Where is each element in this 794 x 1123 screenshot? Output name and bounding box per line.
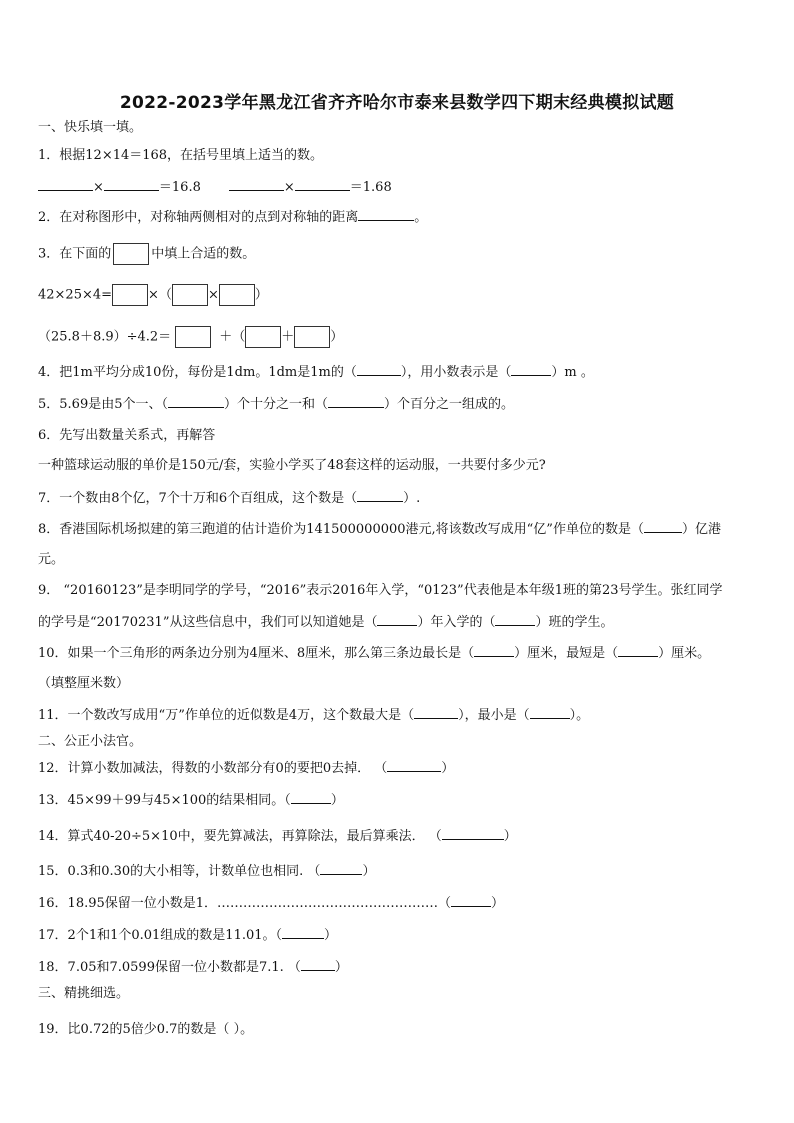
answer-blank[interactable] (358, 206, 414, 221)
answer-blank[interactable] (104, 176, 159, 191)
question-4: 4．把1m平均分成10份，每份是1dm。1dm是1m的（ ），用小数表示是（ ）m 。 (38, 362, 594, 383)
question-9: 9． “20160123”是李明同学的学号，“2016”表示2016年入学，“0123”代表他是本年级1班的第23号学生。张红同学 (38, 583, 723, 598)
answer-blank[interactable] (495, 612, 535, 626)
answer-blank[interactable] (414, 705, 458, 719)
page-title: 2022-2023学年黑龙江省齐齐哈尔市泰来县数学四下期末经典模拟试题 (119, 93, 675, 113)
question-3: 3．在下面的 中填上合适的数。 (38, 243, 255, 265)
answer-blank[interactable] (320, 861, 362, 875)
answer-blank[interactable] (442, 826, 504, 840)
question-5: 5．5.69是由5个一、（ ）个十分之一和（ ）个百分之一组成的。 (38, 394, 514, 415)
answer-box (113, 243, 149, 265)
answer-box[interactable] (294, 326, 330, 348)
answer-blank[interactable] (377, 612, 417, 626)
answer-blank[interactable] (530, 705, 570, 719)
answer-blank[interactable] (282, 925, 324, 939)
question-15: 15．0.3和0.30的大小相等，计数单位也相同. （ ） (38, 861, 375, 882)
question-3-line-1: 42×25×4= ×（ × ） (38, 284, 268, 306)
answer-box[interactable] (175, 326, 211, 348)
question-10: 10．如果一个三角形的两条边分别为4厘米、8厘米，那么第三条边最长是（ ）厘米，最短是（ ）厘米。 (38, 643, 710, 664)
answer-blank[interactable] (511, 362, 551, 376)
question-8-cont: 元。 (38, 552, 65, 567)
answer-blank[interactable] (451, 893, 491, 907)
question-17: 17．2个1和1个0.01组成的数是11.01。（ ） (38, 925, 337, 946)
answer-blank[interactable] (295, 176, 350, 191)
question-9-cont: 的学号是“20170231”从这些信息中，我们可以知道她是（ ）年入学的（ ）班的学生。 (38, 612, 614, 633)
question-1: 1．根据12×14＝168，在括号里填上适当的数。 (38, 148, 324, 163)
answer-blank[interactable] (357, 488, 403, 502)
question-7: 7．一个数由8个亿，7个十万和6个百组成，这个数是（ ）. (38, 488, 420, 509)
answer-box[interactable] (112, 284, 148, 306)
section-heading-3: 三、精挑细选。 (38, 986, 130, 1001)
question-18: 18．7.05和7.0599保留一位小数都是7.1. （ ） (38, 957, 348, 978)
question-14: 14．算式40-20÷5×10中，要先算减法，再算除法，最后算乘法． （ ） (38, 826, 517, 847)
section-heading-2: 二、公正小法官。 (38, 734, 143, 749)
question-3-line-2: （25.8＋8.9）÷4.2＝ ＋（ ＋ ） (38, 326, 343, 348)
answer-blank[interactable] (328, 394, 384, 408)
answer-blank[interactable] (301, 957, 335, 971)
answer-blank[interactable] (38, 176, 93, 191)
question-11: 11．一个数改写成用“万”作单位的近似数是4万，这个数最大是（ ），最小是（ ）。 (38, 705, 589, 726)
answer-blank[interactable] (474, 643, 514, 657)
question-6: 6．先写出数量关系式，再解答 (38, 428, 216, 443)
question-16: 16．18.95保留一位小数是1．……………………………………………（ ） (38, 893, 504, 914)
section-heading-1: 一、快乐填一填。 (38, 120, 143, 135)
answer-blank[interactable] (618, 643, 658, 657)
answer-box[interactable] (219, 284, 255, 306)
question-6-body: 一种篮球运动服的单价是150元/套，实验小学买了48套这样的运动服，一共要付多少元? (38, 458, 546, 473)
answer-blank[interactable] (291, 790, 331, 804)
answer-blank[interactable] (387, 758, 441, 772)
answer-box[interactable] (172, 284, 208, 306)
question-8: 8．香港国际机场拟建的第三跑道的估计造价为141500000000港元,将该数改写成用“亿”作单位的数是（ ）亿港 (38, 519, 721, 540)
answer-blank[interactable] (229, 176, 284, 191)
answer-blank[interactable] (357, 362, 401, 376)
question-12: 12．计算小数加减法，得数的小数部分有0的要把0去掉． （ ） (38, 758, 454, 779)
question-2: 2．在对称图形中，对称轴两侧相对的点到对称轴的距离 。 (38, 206, 427, 228)
question-19: 19．比0.72的5倍少0.7的数是（ ）。 (38, 1022, 254, 1037)
answer-blank[interactable] (644, 519, 682, 533)
answer-box[interactable] (245, 326, 281, 348)
question-1-answers: × ＝16.8 × ＝1.68 (38, 176, 392, 198)
answer-blank[interactable] (168, 394, 224, 408)
question-10-note: （填整厘米数） (38, 676, 130, 691)
question-13: 13．45×99＋99与45×100的结果相同。（ ） (38, 790, 344, 811)
